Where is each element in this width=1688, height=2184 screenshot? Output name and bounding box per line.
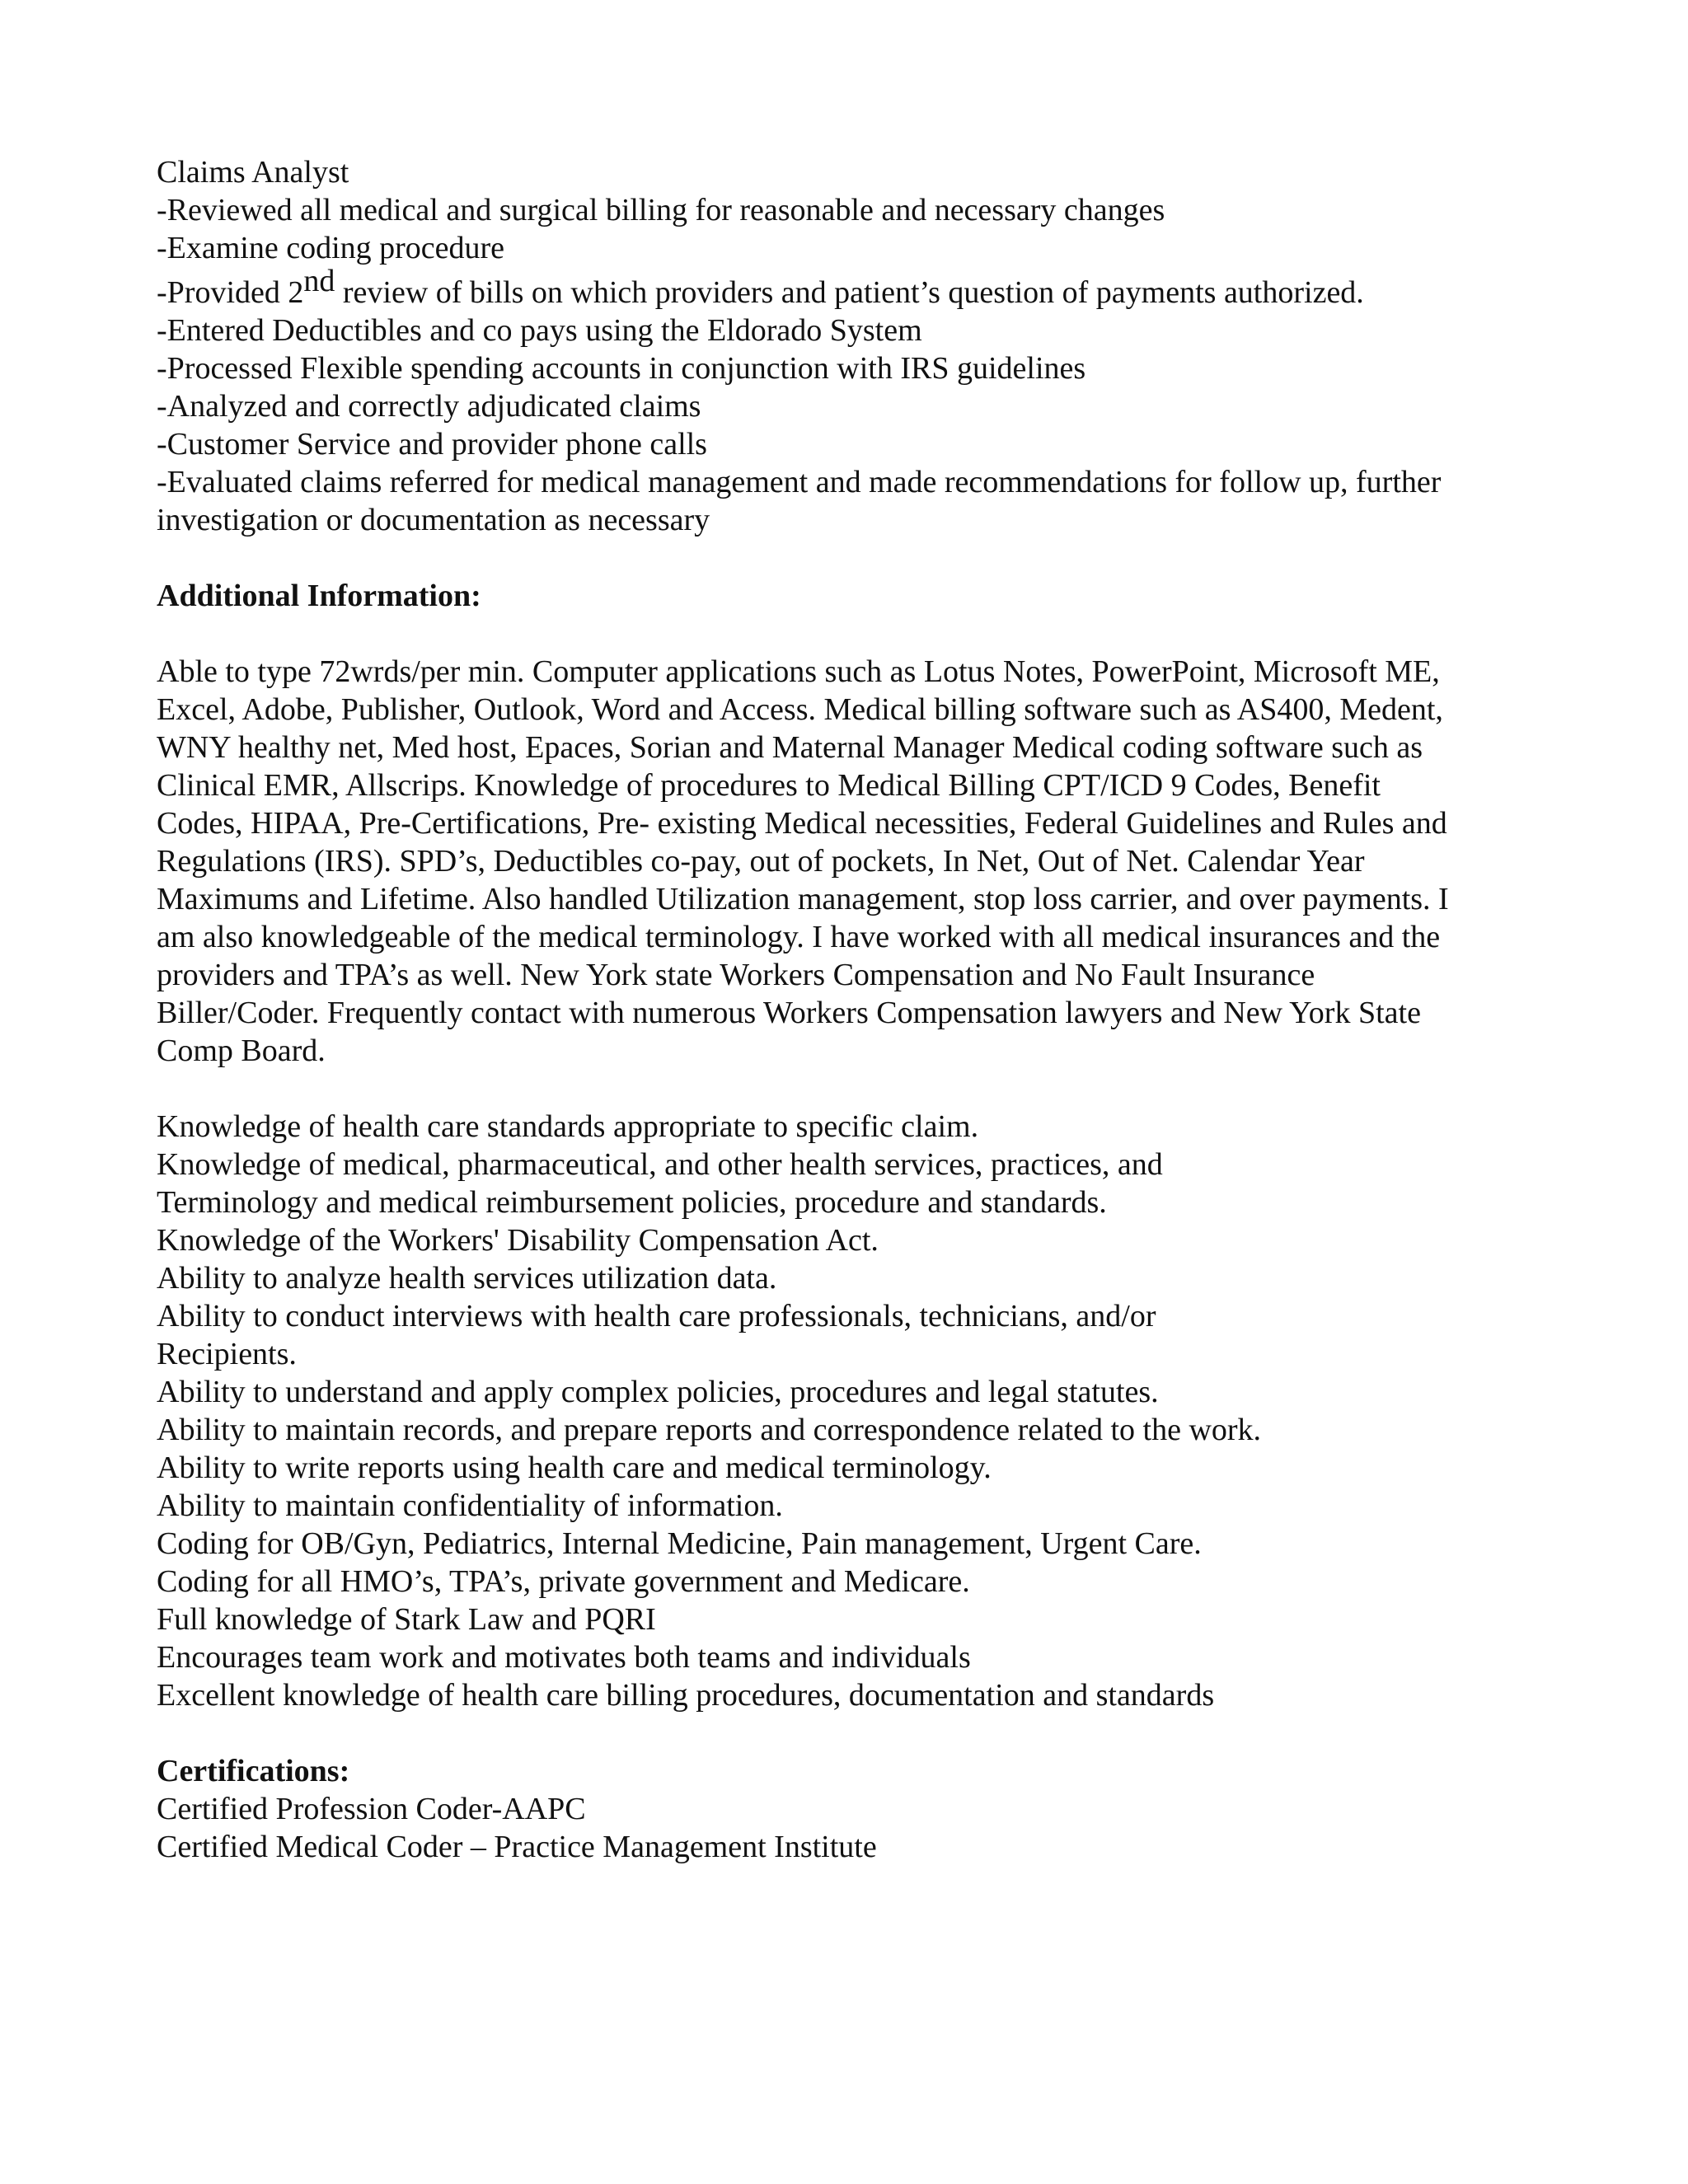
certification-item: Certified Profession Coder-AAPC: [157, 1792, 586, 1826]
skill-line: Ability to understand and apply complex policies, procedures and legal statutes.: [157, 1375, 1159, 1409]
additional-info-heading: Additional Information:: [157, 579, 481, 613]
skill-line: Coding for all HMO’s, TPA’s, private government and Medicare.: [157, 1564, 970, 1599]
certification-item: Certified Medical Coder – Practice Management Institute: [157, 1830, 877, 1864]
skill-line: Full knowledge of Stark Law and PQRI: [157, 1602, 656, 1637]
job-title: Claims Analyst: [157, 155, 349, 190]
skill-line: Encourages team work and motivates both teams and individuals: [157, 1640, 971, 1675]
additional-info-paragraph: [157, 653, 1541, 1070]
duty-text-after: review of bills on which providers and patient’s question of payments authorized.: [335, 275, 1364, 310]
skill-line: Coding for OB/Gyn, Pediatrics, Internal Medicine, Pain management, Urgent Care.: [157, 1526, 1202, 1561]
skill-line: Ability to maintain confidentiality of information.: [157, 1488, 783, 1523]
resume-page: [157, 153, 1541, 1866]
superscript-nd: nd: [303, 264, 335, 298]
skills-list: [157, 1108, 1541, 1714]
duty-text-before: -Provided 2: [157, 275, 304, 310]
duty-line: -Reviewed all medical and surgical billing for reasonable and necessary changes: [157, 193, 1165, 227]
duty-line: -Entered Deductibles and co pays using the Eldorado System: [157, 313, 922, 348]
paragraph-line: Maximums and Lifetime. Also handled Utilization management, stop loss carrier, and over payments. I: [157, 882, 1449, 916]
skill-line: Knowledge of the Workers' Disability Compensation Act.: [157, 1223, 879, 1258]
duty-line: -Examine coding procedure: [157, 231, 505, 265]
skill-line: Recipients.: [157, 1337, 297, 1371]
duty-line: -Analyzed and correctly adjudicated claims: [157, 389, 701, 424]
paragraph-line: Clinical EMR, Allscrips. Knowledge of procedures to Medical Billing CPT/ICD 9 Codes, Benefit: [157, 768, 1381, 803]
paragraph-line: Biller/Coder. Frequently contact with numerous Workers Compensation lawyers and New York State: [157, 996, 1421, 1030]
skill-line: Ability to analyze health services utilization data.: [157, 1261, 777, 1296]
duty-line: -Evaluated claims referred for medical management and made recommendations for follow up, further: [157, 465, 1442, 499]
paragraph-line: Able to type 72wrds/per min. Computer applications such as Lotus Notes, PowerPoint, Microsoft ME,: [157, 654, 1440, 689]
skill-line: Knowledge of health care standards appropriate to specific claim.: [157, 1109, 979, 1144]
paragraph-line: Comp Board.: [157, 1033, 326, 1068]
skill-line: Ability to conduct interviews with health care professionals, technicians, and/or: [157, 1299, 1156, 1333]
paragraph-line: providers and TPA’s as well. New York state Workers Compensation and No Fault Insurance: [157, 958, 1315, 992]
spacer: [157, 1714, 1541, 1752]
skill-line: Terminology and medical reimbursement policies, procedure and standards.: [157, 1185, 1107, 1220]
paragraph-line: Excel, Adobe, Publisher, Outlook, Word and Access. Medical billing software such as AS400, Medent,: [157, 692, 1443, 727]
duty-line: investigation or documentation as necessary: [157, 503, 710, 537]
paragraph-line: Codes, HIPAA, Pre-Certifications, Pre- existing Medical necessities, Federal Guidelines and Rules and: [157, 806, 1447, 841]
skill-line: Ability to write reports using health care and medical terminology.: [157, 1451, 992, 1485]
duty-line-second-review: [157, 264, 1541, 312]
duty-line: -Customer Service and provider phone calls: [157, 427, 707, 462]
certifications-heading: Certifications:: [157, 1754, 350, 1788]
skill-line: Excellent knowledge of health care billing procedures, documentation and standards: [157, 1678, 1215, 1713]
paragraph-line: Regulations (IRS). SPD’s, Deductibles co-pay, out of pockets, In Net, Out of Net. Calendar Year: [157, 844, 1365, 879]
spacer: [157, 1070, 1541, 1108]
duty-line: -Processed Flexible spending accounts in conjunction with IRS guidelines: [157, 351, 1086, 386]
spacer: [157, 615, 1541, 653]
skill-line: Ability to maintain records, and prepare reports and correspondence related to the work.: [157, 1413, 1262, 1447]
skill-line: Knowledge of medical, pharmaceutical, and other health services, practices, and: [157, 1147, 1163, 1182]
paragraph-line: WNY healthy net, Med host, Epaces, Sorian and Maternal Manager Medical coding software such as: [157, 730, 1423, 765]
paragraph-line: am also knowledgeable of the medical terminology. I have worked with all medical insurances and the: [157, 920, 1441, 954]
spacer: [157, 539, 1541, 577]
